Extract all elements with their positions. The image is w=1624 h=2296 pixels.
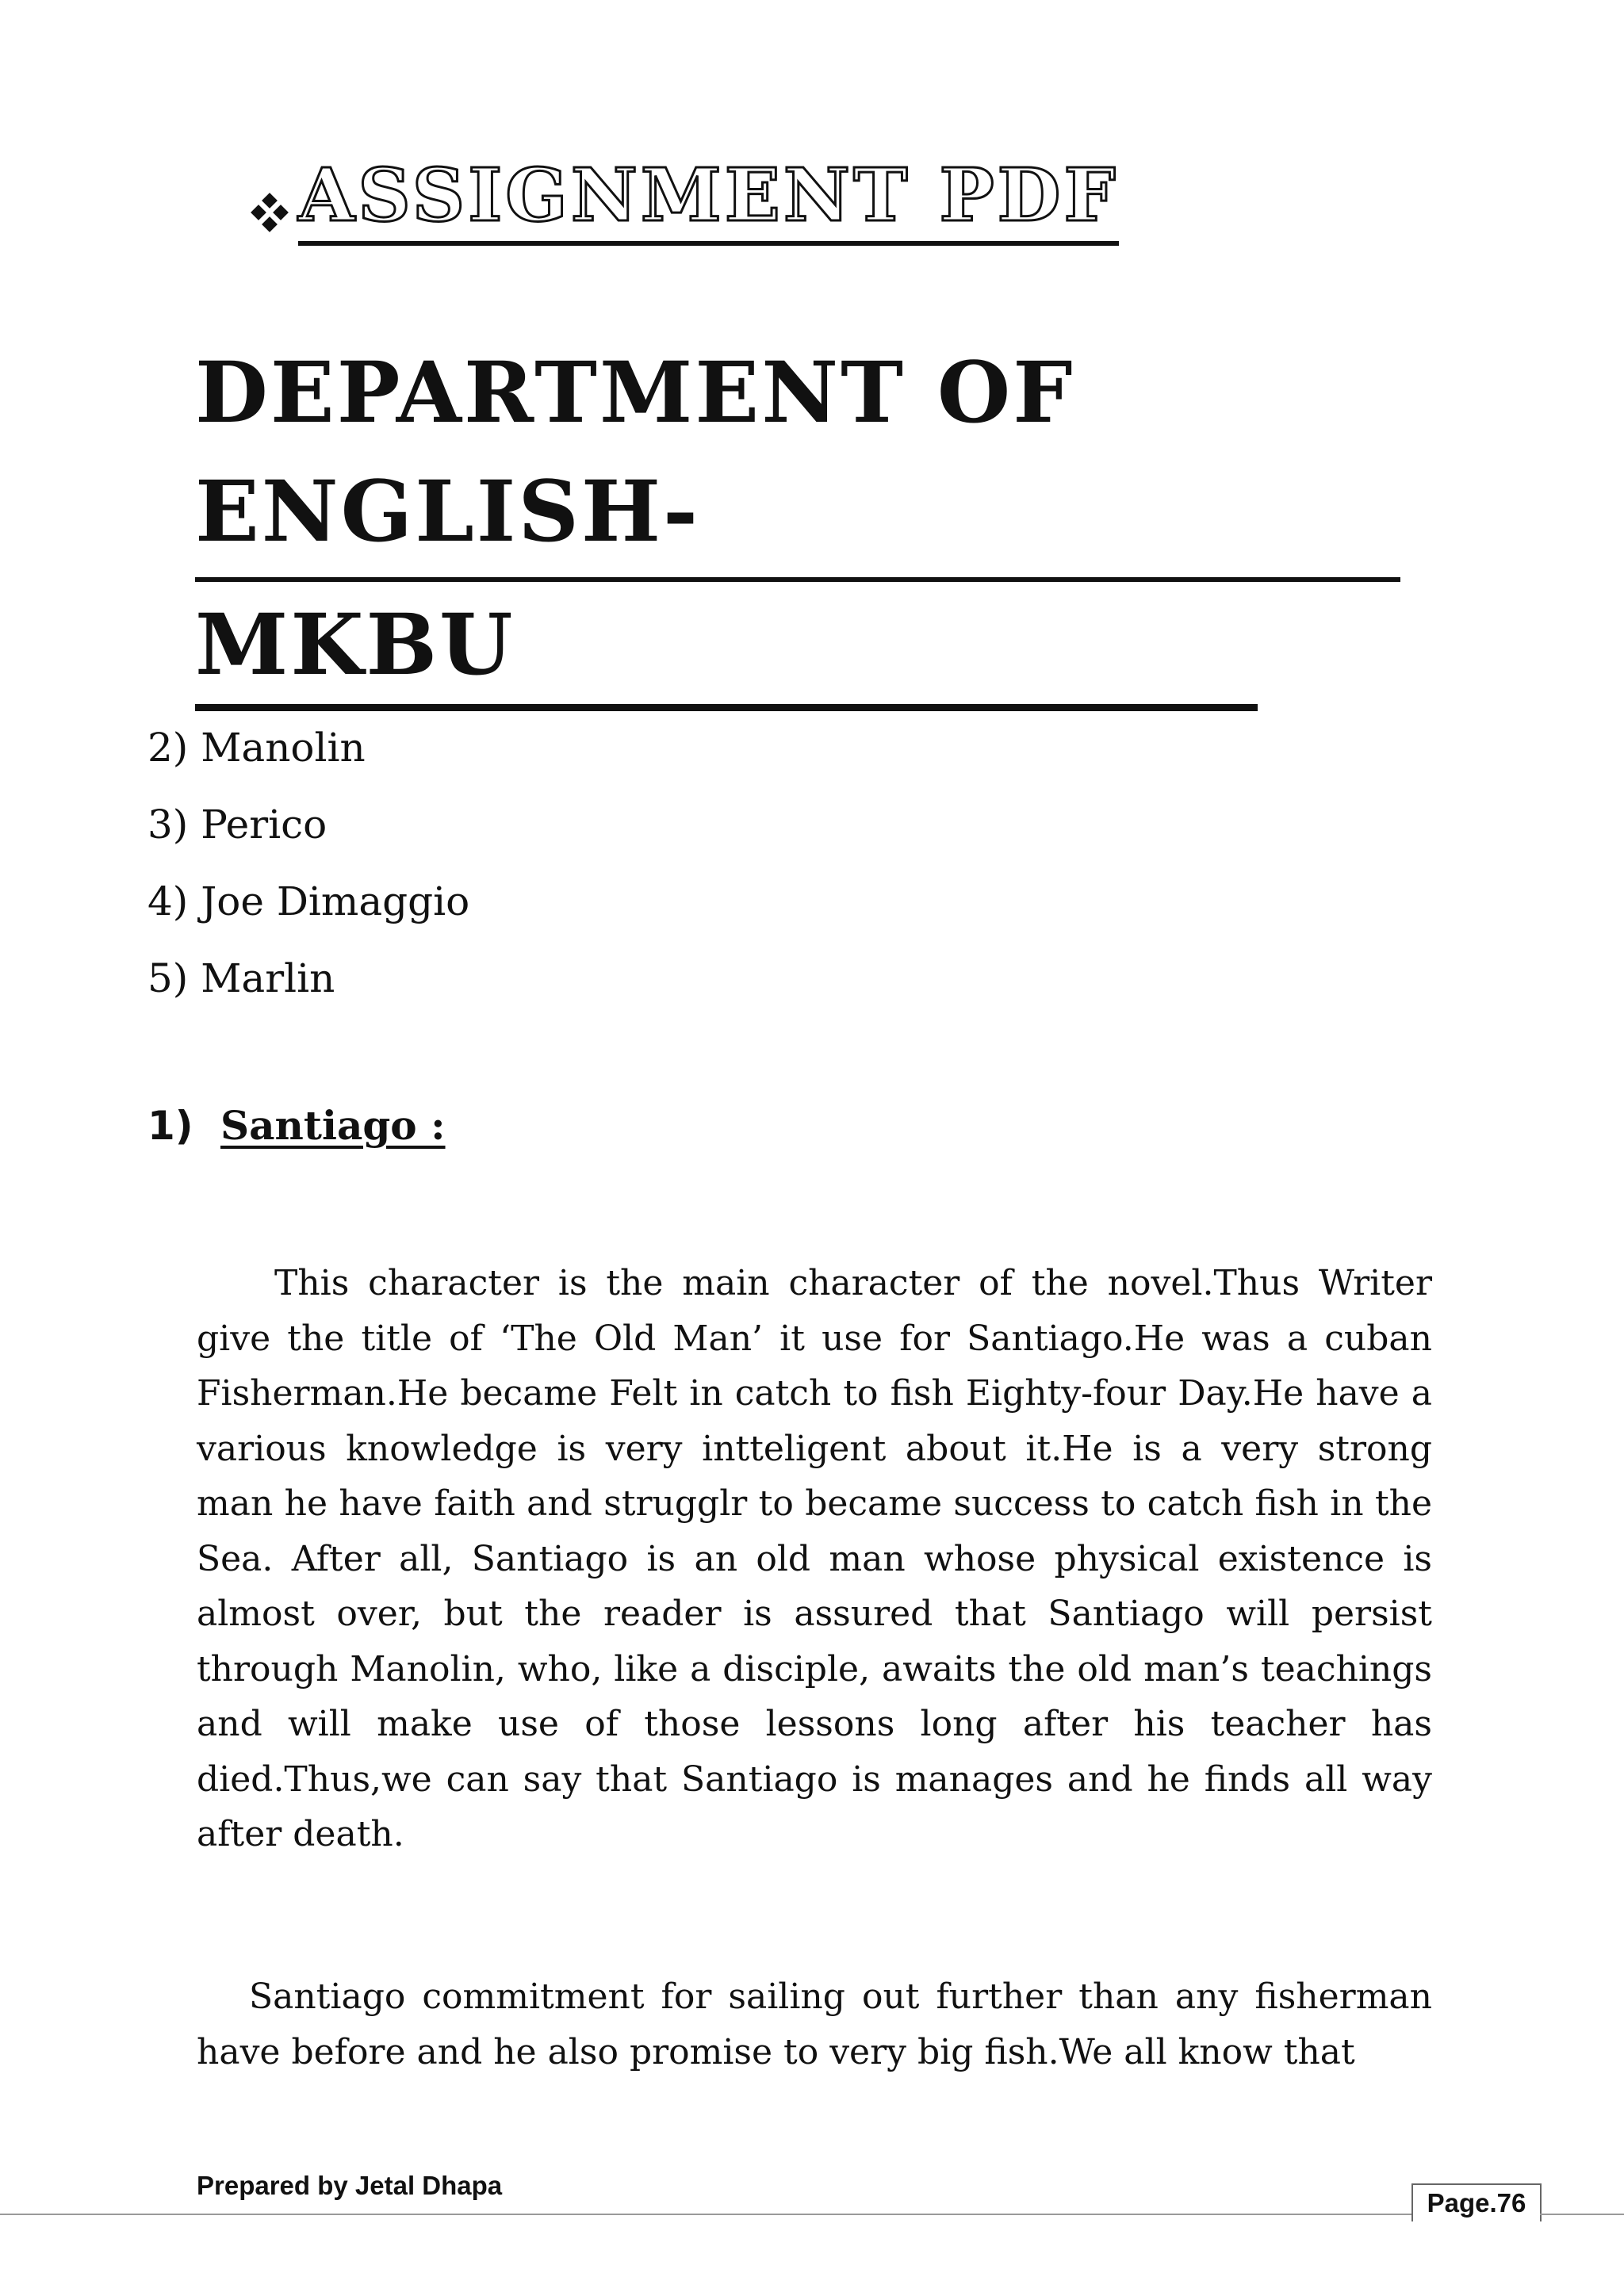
assignment-title: ASSIGNMENT PDF — [298, 159, 1119, 246]
list-item: 5) Marlin — [147, 955, 335, 1001]
list-item: 3) Perico — [147, 802, 327, 848]
footer-divider — [0, 2214, 1411, 2215]
footer-divider — [1540, 2214, 1624, 2215]
department-heading-line-2: MKBU — [195, 585, 1258, 711]
page-number: Page.76 — [1411, 2183, 1542, 2221]
list-item: 4) Joe Dimaggio — [147, 878, 470, 924]
list-item: 2) Manolin — [147, 725, 366, 771]
body-paragraph: This character is the main character of the novel.Thus Writer give the title of ‘The Old Man’ it use for Santiago.He was a cuban Fisherman.He became Felt in catch to fish Eighty-four Day.He have a various knowledge is very intteligent about it.He is a very strong man he have faith and strugglr to became success to catch fish in the Sea. After all, Santiago is an old man whose physical existence is almost over, but the reader is assured that Santiago will persist through Manolin, who, like a disciple, awaits the old man’s teachings and will make use of those lessons long after his teacher has died.Thus,we can say that Santiago is manages and he finds all way after death. — [197, 1263, 1432, 1854]
character-list — [147, 710, 469, 1017]
section-heading — [147, 1102, 446, 1149]
department-heading-line-1: DEPARTMENT OF ENGLISH- — [195, 333, 1400, 582]
body-paragraph: Santiago commitment for sailing out further than any fisherman have before and he also promise to very big fish.We all know that — [197, 1976, 1432, 2072]
department-heading — [195, 333, 1400, 711]
section-number: 1) — [147, 1103, 193, 1149]
section-name: Santiago : — [220, 1102, 446, 1149]
footer-author: Prepared by Jetal Dhapa — [197, 2171, 503, 2200]
diamond-bullet-icon — [251, 193, 289, 232]
assignment-title-row — [251, 152, 1119, 246]
